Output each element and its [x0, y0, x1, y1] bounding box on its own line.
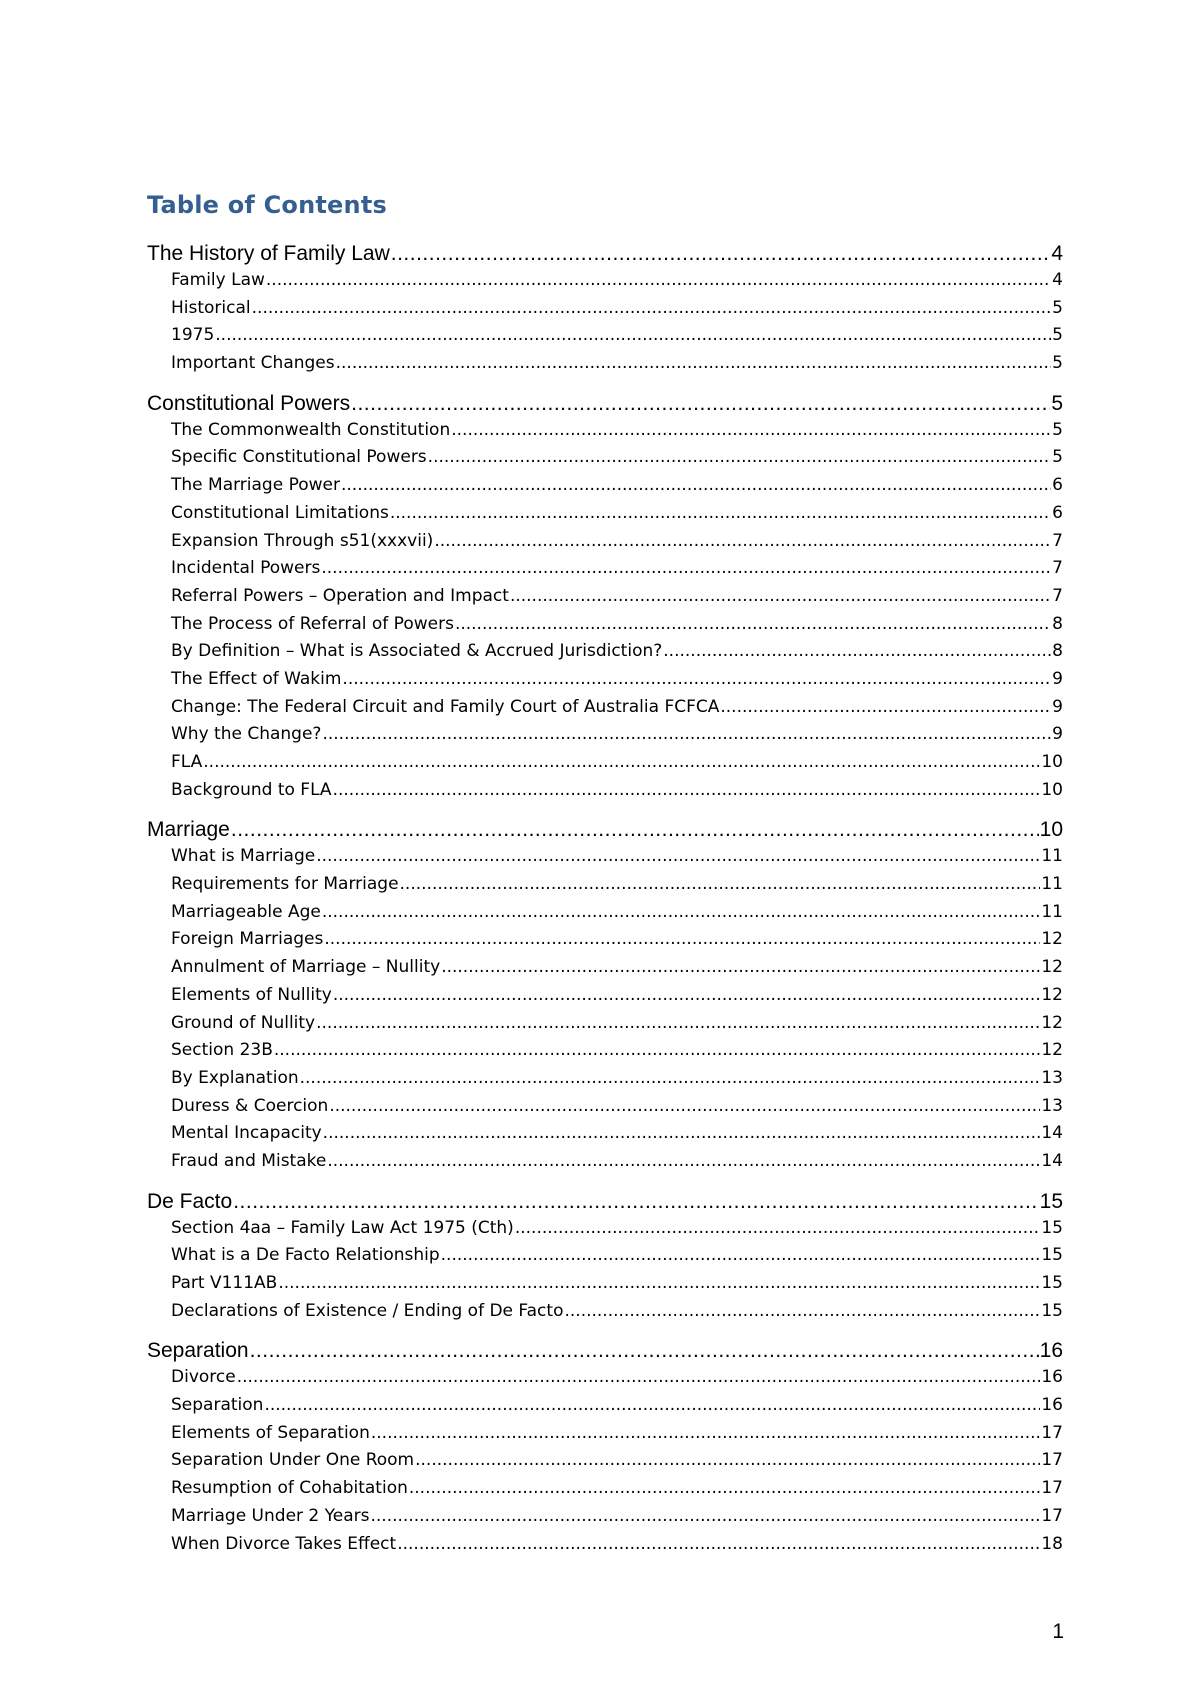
toc-entry-page: 15 [1041, 1300, 1063, 1321]
toc-entry-page: 11 [1041, 901, 1063, 922]
dot-leader [342, 666, 1051, 694]
toc-entry-page: 10 [1041, 752, 1063, 772]
toc-entry-page: 9 [1052, 724, 1063, 745]
toc-subentry[interactable] [147, 500, 1063, 528]
toc-section [147, 240, 1063, 378]
toc-subentry[interactable] [147, 1392, 1063, 1420]
toc-entry-page: 17 [1041, 1450, 1063, 1471]
toc-subentry[interactable] [147, 843, 1063, 871]
toc-entry-page: 5 [1051, 391, 1063, 415]
toc-entry-page: 11 [1041, 874, 1063, 895]
toc-entry-label: Background to FLA [171, 779, 332, 800]
toc-entry-page: 15 [1041, 1217, 1063, 1238]
toc-entry-page: 7 [1052, 530, 1063, 551]
dot-leader [397, 1531, 1040, 1559]
dot-leader [316, 843, 1040, 871]
toc-entry-label: Change: The Federal Circuit and Family Court of Australia FCFCA [171, 696, 720, 717]
dot-leader [720, 694, 1051, 722]
toc-section [147, 1188, 1063, 1326]
toc-entry-page: 7 [1052, 585, 1063, 606]
toc-entry-label: The Commonwealth Constitution [171, 419, 451, 440]
toc-entry-label: Why the Change? [171, 724, 322, 745]
toc-subentry[interactable] [147, 1242, 1063, 1270]
dot-leader [351, 390, 1050, 417]
toc-entry-label: The Process of Referral of Powers [171, 613, 454, 634]
dot-leader [341, 472, 1051, 500]
dot-leader [333, 982, 1041, 1010]
toc-entry-label: Duress & Coercion [171, 1095, 329, 1116]
dot-leader [390, 500, 1051, 528]
toc-entry-page: 10 [1039, 818, 1063, 842]
dot-leader [321, 555, 1051, 583]
dot-leader [455, 611, 1051, 639]
toc-entry-page: 9 [1052, 696, 1063, 717]
toc-entry-label: Annulment of Marriage – Nullity [171, 957, 441, 978]
dot-leader [237, 1364, 1041, 1392]
toc-entry-page: 14 [1041, 1150, 1063, 1171]
toc-entry-label: FLA [171, 752, 203, 772]
dot-leader [233, 1188, 1038, 1215]
toc-section [147, 390, 1063, 805]
toc-entry-page: 16 [1041, 1367, 1063, 1388]
toc-subentry[interactable] [147, 1065, 1063, 1093]
toc-subentry[interactable] [147, 1503, 1063, 1531]
toc-entry-label: What is a De Facto Relationship [171, 1245, 440, 1266]
toc-entry-page: 11 [1041, 846, 1063, 867]
dot-leader [252, 295, 1052, 323]
toc-entry-label: Declarations of Existence / Ending of De Facto [171, 1300, 564, 1321]
toc-subentry[interactable] [147, 1148, 1063, 1176]
toc-subentry[interactable] [147, 472, 1063, 500]
toc-entry-page: 15 [1041, 1273, 1063, 1293]
toc-entry-page: 5 [1052, 419, 1063, 440]
toc-entry-label: Foreign Marriages [171, 929, 324, 950]
dot-leader [391, 240, 1051, 267]
toc-entry-page: 13 [1041, 1095, 1063, 1116]
toc-entry-page: 5 [1052, 447, 1063, 468]
toc-subentry[interactable] [147, 1215, 1063, 1243]
toc-entry-page: 16 [1039, 1339, 1063, 1363]
toc-entry-page: 5 [1052, 325, 1063, 346]
page-number: 1 [1052, 1620, 1064, 1643]
toc-entry-label: 1975 [171, 325, 215, 346]
toc-subentry[interactable] [147, 295, 1063, 323]
toc-heading-entry[interactable] [147, 816, 1063, 843]
toc-entry-page: 4 [1052, 270, 1063, 290]
toc-subentry[interactable] [147, 721, 1063, 749]
toc-subentry[interactable] [147, 528, 1063, 556]
toc-subentry[interactable] [147, 1420, 1063, 1448]
toc-subentry[interactable] [147, 611, 1063, 639]
toc-heading-entry[interactable] [147, 1337, 1063, 1364]
dot-leader [409, 1475, 1040, 1503]
toc-subentry[interactable] [147, 1120, 1063, 1148]
toc-entry-page: 8 [1052, 613, 1063, 634]
dot-leader [400, 871, 1041, 899]
dot-leader [441, 954, 1040, 982]
dot-leader [451, 417, 1051, 445]
toc-entry-label: Separation Under One Room [171, 1450, 415, 1471]
toc-entry-label: Historical [171, 297, 251, 318]
table-of-contents [147, 240, 1063, 1558]
dot-leader [428, 444, 1052, 472]
toc-entry-page: 5 [1052, 297, 1063, 318]
toc-entry-page: 17 [1041, 1478, 1063, 1499]
toc-entry-label: Family Law [171, 270, 265, 290]
toc-entry-page: 13 [1041, 1067, 1063, 1088]
dot-leader [278, 1270, 1040, 1298]
toc-subentry[interactable] [147, 1037, 1063, 1065]
toc-entry-label: Constitutional Limitations [171, 502, 389, 523]
toc-entry-label: When Divorce Takes Effect [171, 1533, 397, 1554]
toc-entry-page: 15 [1039, 1189, 1063, 1213]
toc-heading-entry[interactable] [147, 1188, 1063, 1215]
toc-entry-page: 6 [1052, 502, 1063, 523]
toc-entry-label: Mental Incapacity [171, 1123, 322, 1144]
dot-leader [324, 926, 1040, 954]
toc-subentry[interactable] [147, 954, 1063, 982]
toc-entry-label: The History of Family Law [147, 242, 390, 265]
toc-subentry[interactable] [147, 1093, 1063, 1121]
toc-subentry[interactable] [147, 926, 1063, 954]
toc-entry-page: 9 [1052, 668, 1063, 689]
toc-entry-page: 15 [1041, 1245, 1063, 1266]
toc-section [147, 1337, 1063, 1558]
toc-entry-page: 8 [1052, 641, 1063, 662]
toc-subentry[interactable] [147, 638, 1063, 666]
toc-entry-page: 18 [1041, 1533, 1063, 1554]
toc-entry-label: The Effect of Wakim [171, 668, 342, 689]
dot-leader [515, 1215, 1041, 1243]
toc-subentry[interactable] [147, 1447, 1063, 1475]
dot-leader [300, 1065, 1041, 1093]
toc-entry-label: Constitutional Powers [147, 391, 351, 415]
toc-subentry[interactable] [147, 871, 1063, 899]
dot-leader [333, 777, 1041, 805]
dot-leader [264, 1392, 1040, 1420]
dot-leader [327, 1148, 1040, 1176]
dot-leader [510, 583, 1051, 611]
toc-entry-label: Separation [147, 1339, 249, 1363]
toc-subentry[interactable] [147, 444, 1063, 472]
toc-subentry[interactable] [147, 267, 1063, 295]
toc-entry-label: Specific Constitutional Powers [171, 447, 427, 468]
toc-entry-page: 14 [1041, 1123, 1063, 1144]
toc-entry-page: 12 [1041, 1040, 1063, 1061]
toc-entry-label: By Explanation [171, 1067, 299, 1088]
toc-subentry[interactable] [147, 899, 1063, 927]
toc-entry-label: Important Changes [171, 353, 335, 374]
toc-entry-label: Referral Powers – Operation and Impact [171, 585, 509, 606]
toc-entry-label: Incidental Powers [171, 558, 321, 579]
dot-leader [371, 1503, 1041, 1531]
toc-entry-page: 10 [1041, 779, 1063, 800]
dot-leader [322, 899, 1041, 927]
toc-entry-label: Marriage Under 2 Years [171, 1505, 370, 1526]
dot-leader [564, 1298, 1040, 1326]
toc-entry-page: 12 [1041, 1012, 1063, 1033]
toc-entry-page: 17 [1041, 1505, 1063, 1526]
toc-entry-label: Marriage [147, 818, 230, 842]
toc-entry-label: Section 4aa – Family Law Act 1975 (Cth) [171, 1217, 514, 1238]
dot-leader [231, 816, 1039, 843]
toc-entry-label: Ground of Nullity [171, 1012, 316, 1033]
dot-leader [663, 638, 1051, 666]
toc-entry-page: 5 [1052, 353, 1063, 374]
toc-subentry[interactable] [147, 555, 1063, 583]
toc-entry-page: 17 [1041, 1422, 1063, 1443]
dot-leader [322, 721, 1051, 749]
toc-heading-entry[interactable] [147, 240, 1063, 267]
toc-subentry[interactable] [147, 1364, 1063, 1392]
toc-entry-page: 12 [1041, 984, 1063, 1005]
toc-entry-label: What is Marriage [171, 846, 316, 867]
toc-entry-label: Resumption of Cohabitation [171, 1478, 408, 1499]
toc-subentry[interactable] [147, 694, 1063, 722]
toc-section [147, 816, 1063, 1175]
toc-entry-label: Fraud and Mistake [171, 1150, 327, 1171]
toc-title: Table of Contents [147, 191, 387, 219]
toc-subentry[interactable] [147, 1298, 1063, 1326]
dot-leader [371, 1420, 1040, 1448]
dot-leader [323, 1120, 1041, 1148]
toc-subentry[interactable] [147, 583, 1063, 611]
toc-entry-label: The Marriage Power [171, 475, 340, 496]
toc-subentry[interactable] [147, 417, 1063, 445]
toc-entry-page: 12 [1041, 957, 1063, 978]
toc-subentry[interactable] [147, 1010, 1063, 1038]
dot-leader [415, 1447, 1040, 1475]
toc-entry-label: Elements of Separation [171, 1422, 370, 1443]
toc-entry-page: 4 [1051, 242, 1063, 265]
dot-leader [316, 1010, 1040, 1038]
dot-leader [441, 1242, 1041, 1270]
dot-leader [215, 322, 1051, 350]
toc-subentry[interactable] [147, 666, 1063, 694]
toc-subentry[interactable] [147, 1531, 1063, 1559]
toc-entry-label: Marriageable Age [171, 901, 321, 922]
toc-entry-label: Elements of Nullity [171, 984, 332, 1005]
dot-leader [274, 1037, 1041, 1065]
dot-leader [434, 528, 1051, 556]
dot-leader [266, 267, 1051, 295]
toc-entry-label: Part V111AB [171, 1273, 278, 1293]
toc-subentry[interactable] [147, 982, 1063, 1010]
toc-entry-label: Expansion Through s51(xxxvii) [171, 530, 434, 551]
dot-leader [203, 749, 1040, 777]
dot-leader [250, 1337, 1039, 1364]
toc-subentry[interactable] [147, 1475, 1063, 1503]
toc-entry-label: Divorce [171, 1367, 236, 1388]
toc-subentry[interactable] [147, 777, 1063, 805]
toc-entry-label: De Facto [147, 1189, 233, 1213]
toc-entry-page: 6 [1052, 475, 1063, 496]
toc-entry-label: Section 23B [171, 1040, 273, 1061]
toc-subentry[interactable] [147, 322, 1063, 350]
toc-entry-page: 16 [1041, 1395, 1063, 1416]
toc-entry-label: By Definition – What is Associated & Accrued Jurisdiction? [171, 641, 663, 662]
toc-heading-entry[interactable] [147, 390, 1063, 417]
toc-subentry[interactable] [147, 749, 1063, 777]
toc-entry-page: 7 [1052, 558, 1063, 579]
dot-leader [336, 350, 1052, 378]
toc-subentry[interactable] [147, 1270, 1063, 1298]
toc-entry-label: Separation [171, 1395, 264, 1416]
toc-entry-page: 12 [1041, 929, 1063, 950]
toc-entry-label: Requirements for Marriage [171, 874, 399, 895]
toc-subentry[interactable] [147, 350, 1063, 378]
dot-leader [329, 1093, 1040, 1121]
